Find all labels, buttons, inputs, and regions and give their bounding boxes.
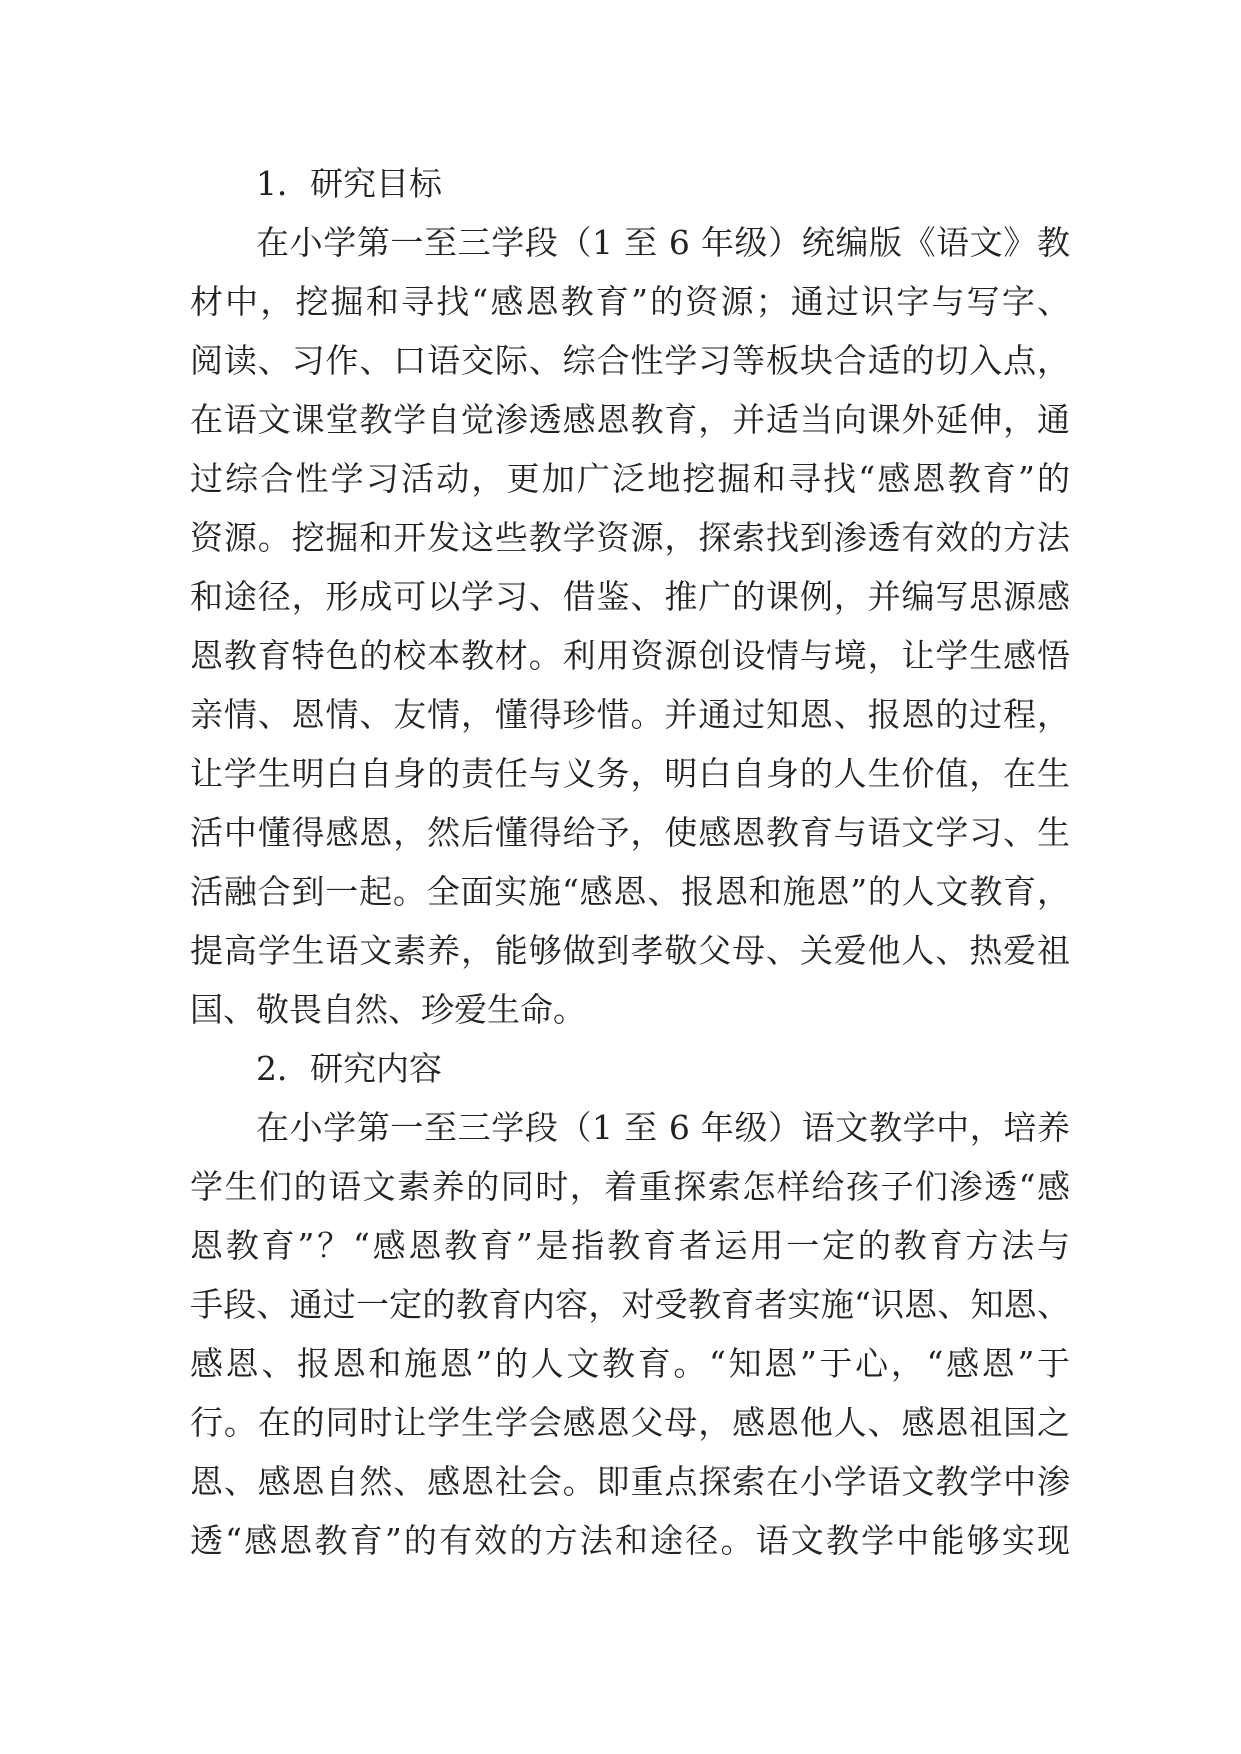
paragraph-line: 阅读、习作、口语交际、综合性学习等板块合适的切入点，	[190, 341, 1070, 380]
paragraph-line: 活中懂得感恩，然后懂得给予，使感恩教育与语文学习、生	[190, 813, 1070, 852]
paragraph-line: 资源。挖掘和开发这些教学资源，探索找到渗透有效的方法	[190, 518, 1070, 557]
paragraph-line: 感恩、报恩和施恩”的人文教育。“知恩”于心，“感恩”于	[190, 1344, 1070, 1383]
paragraph-line: 过综合性学习活动，更加广泛地挖掘和寻找“感恩教育”的	[190, 459, 1070, 498]
paragraph-line: 在小学第一至三学段（1 至 6 年级）语文教学中，培养	[256, 1108, 1070, 1147]
paragraph-line: 透“感恩教育”的有效的方法和途径。语文教学中能够实现	[190, 1521, 1070, 1560]
paragraph-line: 恩教育特色的校本教材。利用资源创设情与境，让学生感悟	[190, 636, 1070, 675]
paragraph-line: 材中，挖掘和寻找“感恩教育”的资源；通过识字与写字、	[190, 282, 1070, 321]
paragraph-line: 在小学第一至三学段（1 至 6 年级）统编版《语文》教	[256, 223, 1070, 262]
paragraph-line: 和途径，形成可以学习、借鉴、推广的课例，并编写思源感	[190, 577, 1070, 616]
paragraph-line: 恩教育”？“感恩教育”是指教育者运用一定的教育方法与	[190, 1226, 1070, 1265]
paragraph-line: 亲情、恩情、友情，懂得珍惜。并通过知恩、报恩的过程，	[190, 695, 1070, 734]
paragraph-line: 恩、感恩自然、感恩社会。即重点探索在小学语文教学中渗	[190, 1462, 1070, 1501]
paragraph-line: 学生们的语文素养的同时，着重探索怎样给孩子们渗透“感	[190, 1167, 1070, 1206]
section-heading: 1．研究目标	[256, 164, 442, 203]
paragraph-line: 活融合到一起。全面实施“感恩、报恩和施恩”的人文教育，	[190, 872, 1070, 911]
paragraph-line: 手段、通过一定的教育内容，对受教育者实施“识恩、知恩、	[190, 1285, 1070, 1324]
paragraph-line: 行。在的同时让学生学会感恩父母，感恩他人、感恩祖国之	[190, 1403, 1070, 1442]
paragraph-line: 提高学生语文素养，能够做到孝敬父母、关爱他人、热爱祖	[190, 931, 1070, 970]
paragraph-line: 国、敬畏自然、珍爱生命。	[190, 990, 586, 1029]
paragraph-line: 在语文课堂教学自觉渗透感恩教育，并适当向课外延伸，通	[190, 400, 1070, 439]
paragraph-line: 让学生明白自身的责任与义务，明白自身的人生价值，在生	[190, 754, 1070, 793]
section-heading: 2．研究内容	[256, 1049, 442, 1088]
